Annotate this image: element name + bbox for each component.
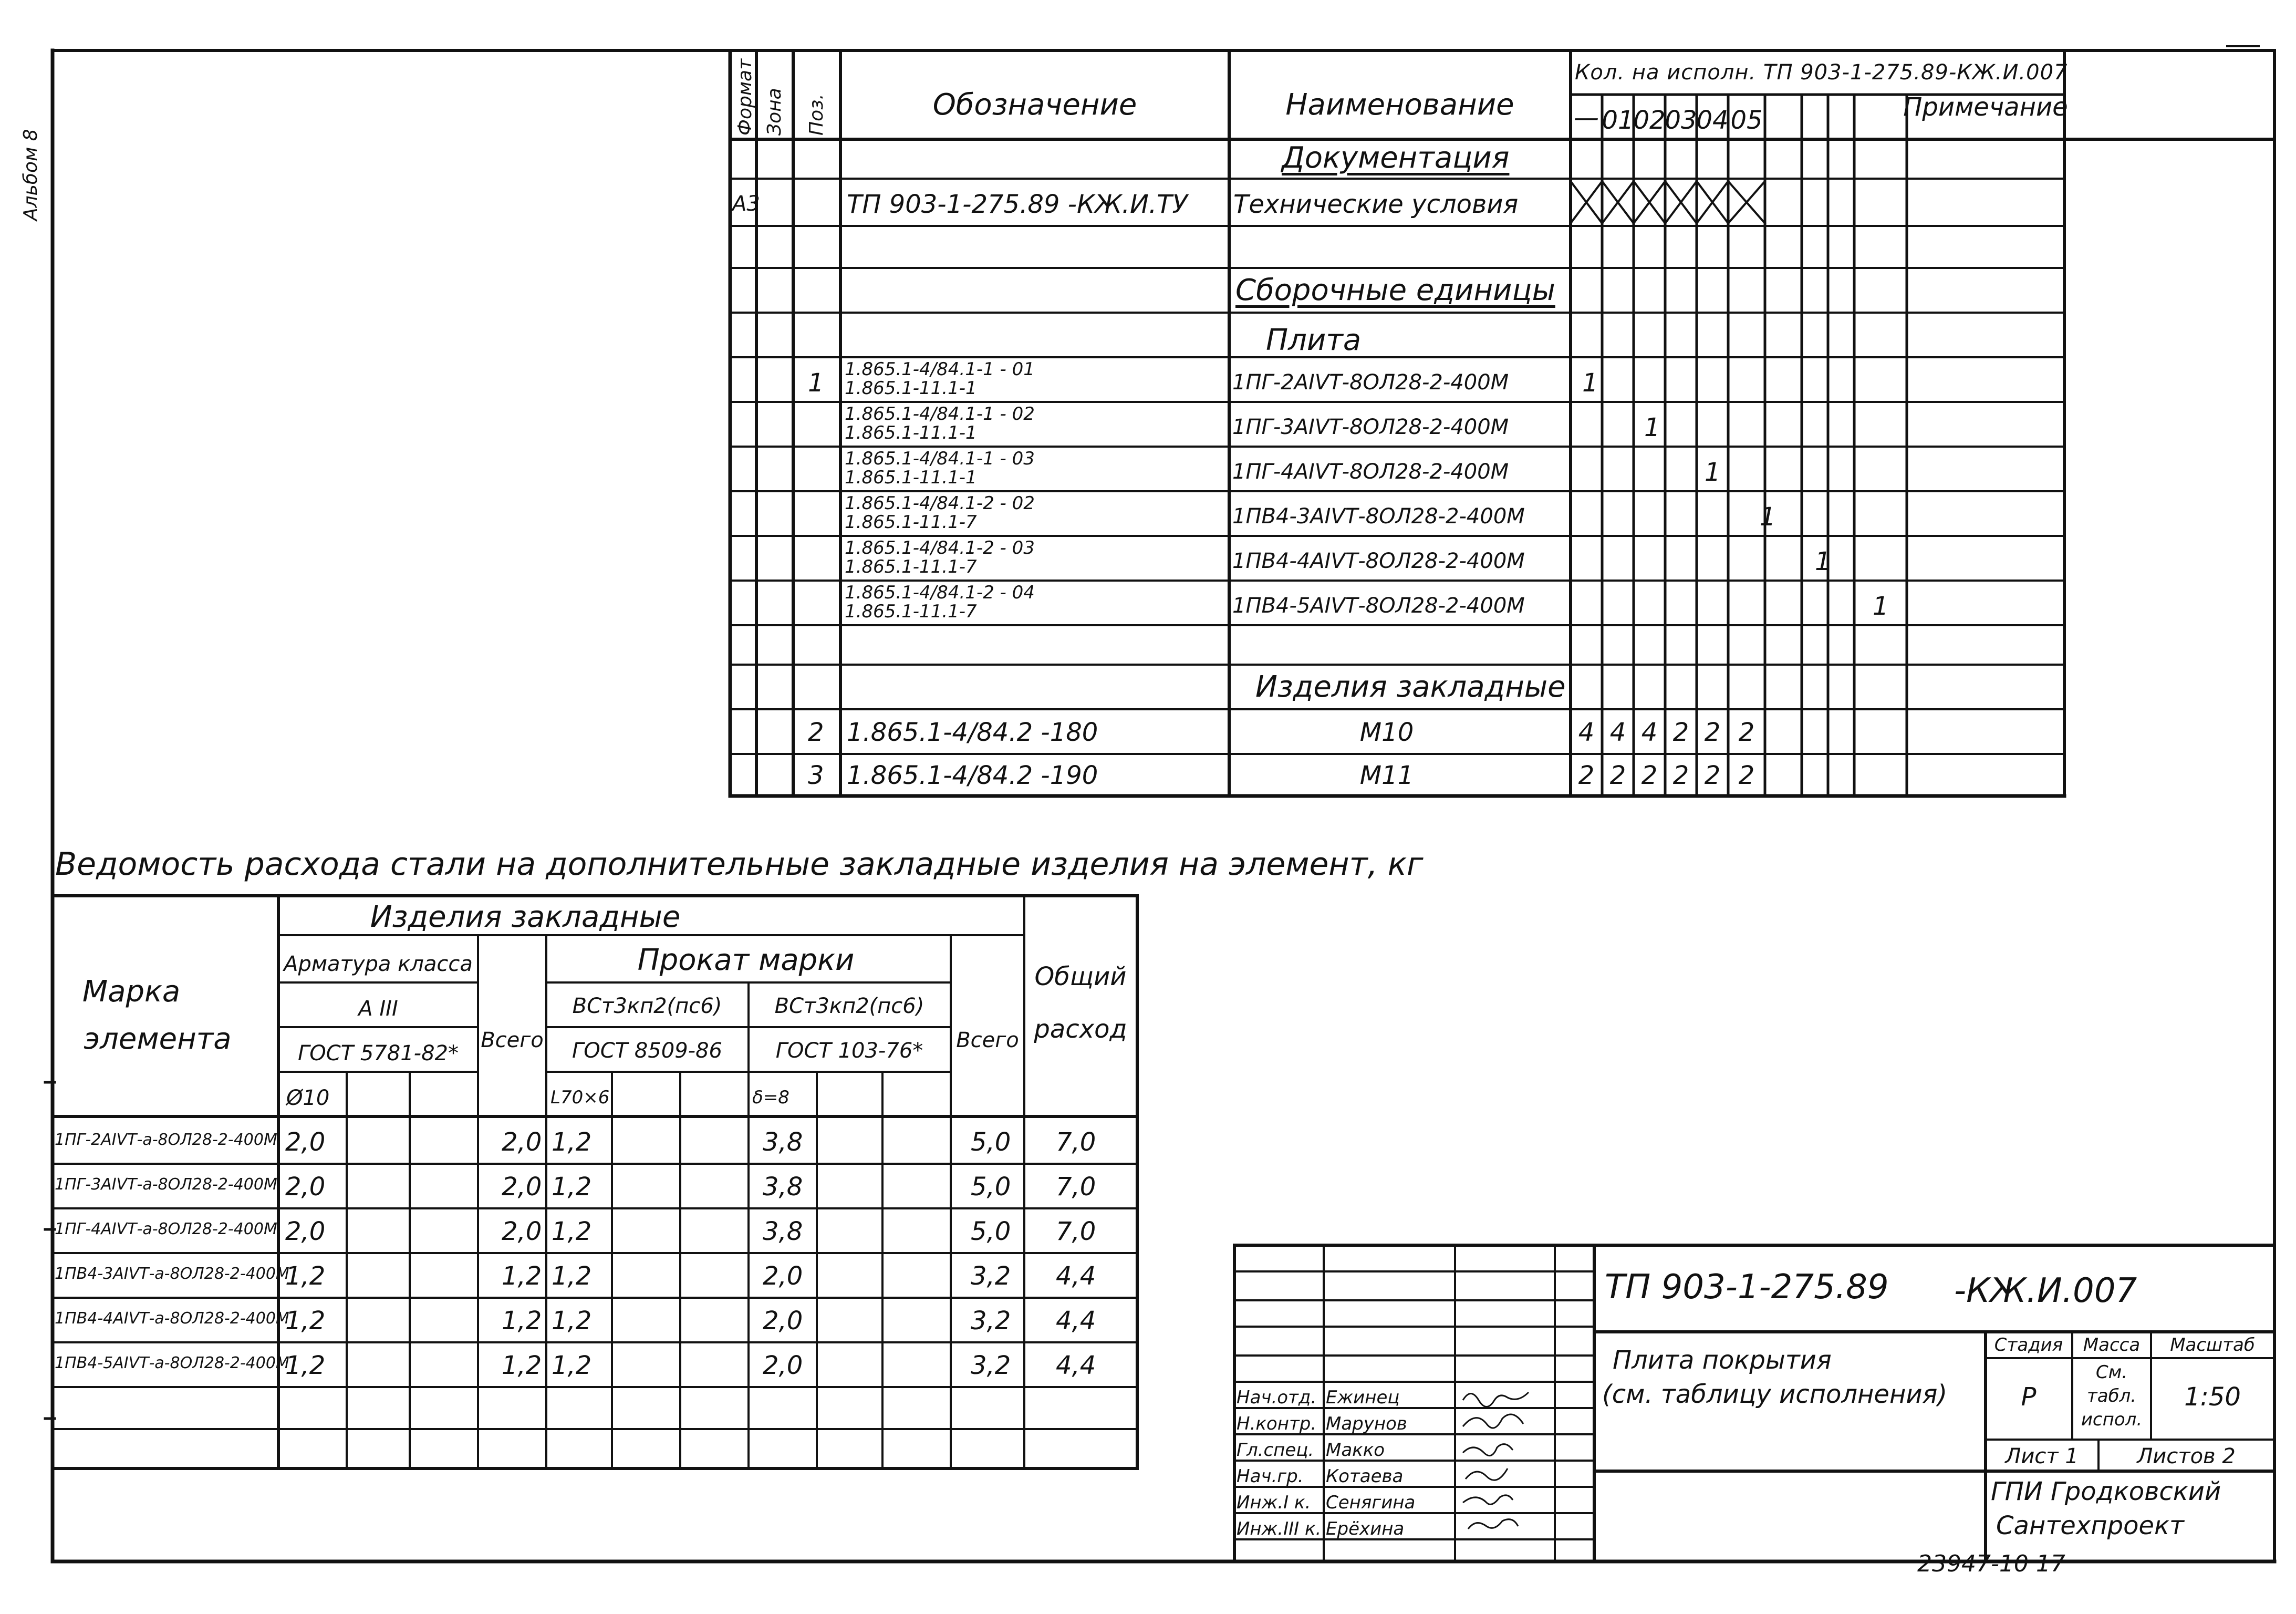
plate-designation: 1.865.1-4/84.1-2 - 04	[845, 582, 1035, 603]
signer-role: Нач.отд.	[1237, 1387, 1317, 1408]
signatures-image	[1458, 1384, 1552, 1542]
mass-value: испол.	[2081, 1409, 2143, 1430]
scale-header: Масштаб	[2170, 1334, 2255, 1356]
embedded-qty: 2	[1738, 761, 1755, 790]
variant-label: 02	[1633, 106, 1666, 135]
plate-designation: 1.865.1-4/84.1-1 - 02	[845, 404, 1035, 425]
row-plate: 3,8	[763, 1217, 803, 1246]
variant-label: 01	[1602, 106, 1634, 135]
stage-header: Стадия	[1994, 1334, 2063, 1356]
plate-designation: 1.865.1-11.1-7	[845, 512, 977, 533]
plate-name: 1ПВ4-5АIVТ-8ОЛ28-2-400М	[1232, 594, 1525, 618]
row-plate: 2,0	[763, 1351, 803, 1380]
plate-name: 1ПВ4-4АIVТ-8ОЛ28-2-400М	[1232, 549, 1525, 573]
row-mark: 1ПГ-2АIVТ-а-8ОЛ28-2-400М	[55, 1131, 277, 1149]
row-rebar: 1,2	[285, 1261, 326, 1291]
plate-designation: 1.865.1-4/84.1-2 - 03	[845, 537, 1035, 558]
variant-label: 04	[1696, 106, 1729, 135]
embedded-qty: 2	[1609, 761, 1626, 790]
row-total2: 5,0	[971, 1217, 1011, 1246]
plate-pos: 1	[808, 368, 824, 398]
plate-designation: 1.865.1-11.1-7	[845, 556, 977, 577]
embedded-qty: 2	[1641, 761, 1658, 790]
embedded-qty: 4	[1609, 718, 1626, 747]
col-note-header: Примечание	[1903, 92, 2068, 122]
row-total1: 1,2	[502, 1261, 542, 1291]
embedded-name: М11	[1359, 761, 1414, 790]
plate-designation: 1.865.1-11.1-1	[845, 422, 977, 443]
drawing-code: ТП 903-1-275.89	[1605, 1268, 1889, 1307]
organization: Сантехпроект	[1996, 1511, 2184, 1540]
embedded-qty: 2	[1704, 718, 1721, 747]
rolled-steel-1: ВСт3кп2(пс6)	[572, 994, 722, 1018]
row-rebar: 1,2	[285, 1351, 326, 1380]
row-sum: 4,4	[1056, 1306, 1096, 1336]
embedded-name: М10	[1359, 718, 1414, 747]
signer-name: Ежинец	[1326, 1387, 1400, 1408]
drawing-title: Плита покрытия	[1613, 1346, 1832, 1375]
row-sum: 7,0	[1056, 1172, 1096, 1202]
row-total2: 3,2	[971, 1261, 1011, 1291]
overall-header-1: Общий	[1034, 962, 1127, 991]
plate-designation: 1.865.1-11.1-1	[845, 378, 977, 399]
rolled-header: Прокат марки	[637, 943, 855, 977]
row-total1: 1,2	[502, 1351, 542, 1380]
row-plate: 3,8	[763, 1172, 803, 1202]
plate-qty: 1	[1873, 592, 1889, 621]
statement-title: Ведомость расхода стали на дополнительные закладные изделия на элемент, кг	[55, 846, 1424, 883]
mass-value: табл.	[2086, 1385, 2137, 1406]
section-embedded: Изделия закладные	[1255, 670, 1566, 704]
drawing-code-suffix: -КЖ.И.007	[1954, 1271, 2137, 1310]
row-plate: 2,0	[763, 1306, 803, 1336]
sheet-count: Листов 2	[2137, 1444, 2236, 1468]
row-sum: 4,4	[1056, 1351, 1096, 1380]
row-mark: 1ПВ4-5АIVТ-а-8ОЛ28-2-400М	[55, 1354, 289, 1372]
row-angle: 1,2	[552, 1127, 592, 1157]
row-angle: 1,2	[552, 1217, 592, 1246]
plate-designation: 1.865.1-4/84.1-2 - 02	[845, 493, 1035, 514]
row-plate: 3,8	[763, 1127, 803, 1157]
signer-role: Инж.III к.	[1237, 1518, 1322, 1539]
row-total1: 1,2	[502, 1306, 542, 1336]
row-total2: 5,0	[971, 1127, 1011, 1157]
row-rebar: 2,0	[285, 1172, 326, 1202]
rolled-profile-2: δ=8	[752, 1087, 789, 1108]
doc-designation: ТП 903-1-275.89 -КЖ.И.ТУ	[847, 190, 1188, 219]
stage-value: Р	[2021, 1382, 2037, 1412]
mass-value: См.	[2095, 1362, 2128, 1383]
row-rebar: 1,2	[285, 1306, 326, 1336]
archive-number: 23947-10 17	[1917, 1550, 2065, 1577]
signer-name: Котаева	[1326, 1466, 1404, 1487]
rebar-gost: ГОСТ 5781-82*	[298, 1041, 459, 1065]
embedded-qty: 2	[1672, 761, 1689, 790]
section-assemblies: Сборочные единицы	[1235, 273, 1555, 307]
plate-designation: 1.865.1-11.1-7	[845, 601, 977, 622]
signer-name: Ерёхина	[1326, 1518, 1405, 1539]
row-total1: 2,0	[502, 1172, 542, 1202]
row-mark: 1ПГ-3АIVТ-а-8ОЛ28-2-400М	[55, 1175, 277, 1194]
signer-name: Макко	[1326, 1440, 1385, 1461]
rebar-header: Арматура класса	[284, 952, 473, 976]
plate-qty: 1	[1815, 547, 1831, 576]
row-rebar: 2,0	[285, 1217, 326, 1246]
col-name-header: Наименование	[1285, 88, 1514, 122]
col-qty-header: Кол. на исполн. ТП 903-1-275.89-КЖ.И.007	[1575, 60, 2068, 85]
row-total1: 2,0	[502, 1127, 542, 1157]
row-mark: 1ПВ4-3АIVТ-а-8ОЛ28-2-400М	[55, 1265, 289, 1283]
signer-role: Н.контр.	[1237, 1413, 1317, 1434]
embedded-pos: 2	[808, 718, 824, 747]
rolled-gost-2: ГОСТ 103-76*	[775, 1039, 923, 1063]
row-mark: 1ПГ-4АIVТ-а-8ОЛ28-2-400М	[55, 1220, 277, 1238]
overall-header-2: расход	[1034, 1015, 1127, 1044]
row-total2: 3,2	[971, 1306, 1011, 1336]
row-sum: 7,0	[1056, 1217, 1096, 1246]
plate-name: 1ПГ-3АIVТ-8ОЛ28-2-400М	[1232, 415, 1509, 439]
total-header: Всего	[481, 1028, 544, 1052]
col-designation-header: Обозначение	[932, 88, 1137, 122]
col-zone-header: Зона	[764, 88, 785, 136]
row-sum: 4,4	[1056, 1261, 1096, 1291]
embedded-qty: 2	[1738, 718, 1755, 747]
variant-label: —	[1574, 103, 1599, 132]
plate-name: 1ПВ4-3АIVТ-8ОЛ28-2-400М	[1232, 504, 1525, 529]
row-total2: 3,2	[971, 1351, 1011, 1380]
album-label: Альбом 8	[20, 129, 41, 221]
organization: ГПИ Гродковский	[1991, 1477, 2221, 1506]
rolled-gost-1: ГОСТ 8509-86	[572, 1039, 722, 1063]
row-rebar: 2,0	[285, 1127, 326, 1157]
signer-name: Сенягина	[1326, 1492, 1416, 1513]
plate-name: 1ПГ-2АIVТ-8ОЛ28-2-400М	[1232, 370, 1509, 395]
doc-name: Технические условия	[1233, 190, 1519, 219]
sheet-number: Лист 1	[2005, 1444, 2079, 1468]
variant-label: 05	[1730, 106, 1763, 135]
plate-qty: 1	[1644, 413, 1660, 442]
signer-role: Гл.спец.	[1237, 1440, 1314, 1461]
rebar-diameter: Ø10	[286, 1086, 330, 1110]
signer-role: Нач.гр.	[1237, 1466, 1304, 1487]
signer-name: Марунов	[1326, 1413, 1407, 1434]
mass-header: Масса	[2083, 1334, 2141, 1356]
embedded-header: Изделия закладные	[370, 900, 681, 934]
doc-format: А3	[732, 192, 760, 216]
scale-value: 1:50	[2184, 1382, 2241, 1412]
plate-designation: 1.865.1-11.1-1	[845, 467, 977, 488]
rolled-steel-2: ВСт3кп2(пс6)	[774, 994, 924, 1018]
rolled-profile-1: L70×6	[550, 1087, 610, 1108]
row-angle: 1,2	[552, 1172, 592, 1202]
section-documentation: Документация	[1282, 141, 1510, 175]
section-plate: Плита	[1266, 323, 1362, 357]
embedded-qty: 2	[1704, 761, 1721, 790]
row-angle: 1,2	[552, 1261, 592, 1291]
plate-designation: 1.865.1-4/84.1-1 - 01	[845, 359, 1035, 380]
row-angle: 1,2	[552, 1306, 592, 1336]
total2-header: Всего	[956, 1028, 1019, 1052]
embedded-qty: 4	[1578, 718, 1595, 747]
mark-header-1: Марка	[82, 975, 181, 1009]
drawing-subtitle: (см. таблицу исполнения)	[1602, 1380, 1948, 1409]
row-angle: 1,2	[552, 1351, 592, 1380]
plate-qty: 1	[1760, 502, 1776, 532]
row-mark: 1ПВ4-4АIVТ-а-8ОЛ28-2-400М	[55, 1309, 289, 1328]
plate-designation: 1.865.1-4/84.1-1 - 03	[845, 448, 1035, 469]
embedded-pos: 3	[808, 761, 824, 790]
col-pos-header: Поз.	[806, 94, 827, 136]
mark-header-2: элемента	[84, 1022, 232, 1056]
embedded-qty: 2	[1672, 718, 1689, 747]
variant-label: 03	[1665, 106, 1697, 135]
col-format-header: Формат	[734, 58, 756, 136]
rebar-class: А III	[358, 997, 398, 1021]
embedded-designation: 1.865.1-4/84.2 -190	[847, 761, 1098, 790]
row-total1: 2,0	[502, 1217, 542, 1246]
embedded-qty: 2	[1578, 761, 1595, 790]
row-sum: 7,0	[1056, 1127, 1096, 1157]
plate-qty: 1	[1705, 458, 1721, 487]
plate-qty: 1	[1582, 368, 1598, 398]
embedded-qty: 4	[1641, 718, 1658, 747]
row-plate: 2,0	[763, 1261, 803, 1291]
signer-role: Инж.I к.	[1237, 1492, 1311, 1513]
row-total2: 5,0	[971, 1172, 1011, 1202]
plate-name: 1ПГ-4АIVТ-8ОЛ28-2-400М	[1232, 460, 1509, 484]
embedded-designation: 1.865.1-4/84.2 -180	[847, 718, 1098, 747]
